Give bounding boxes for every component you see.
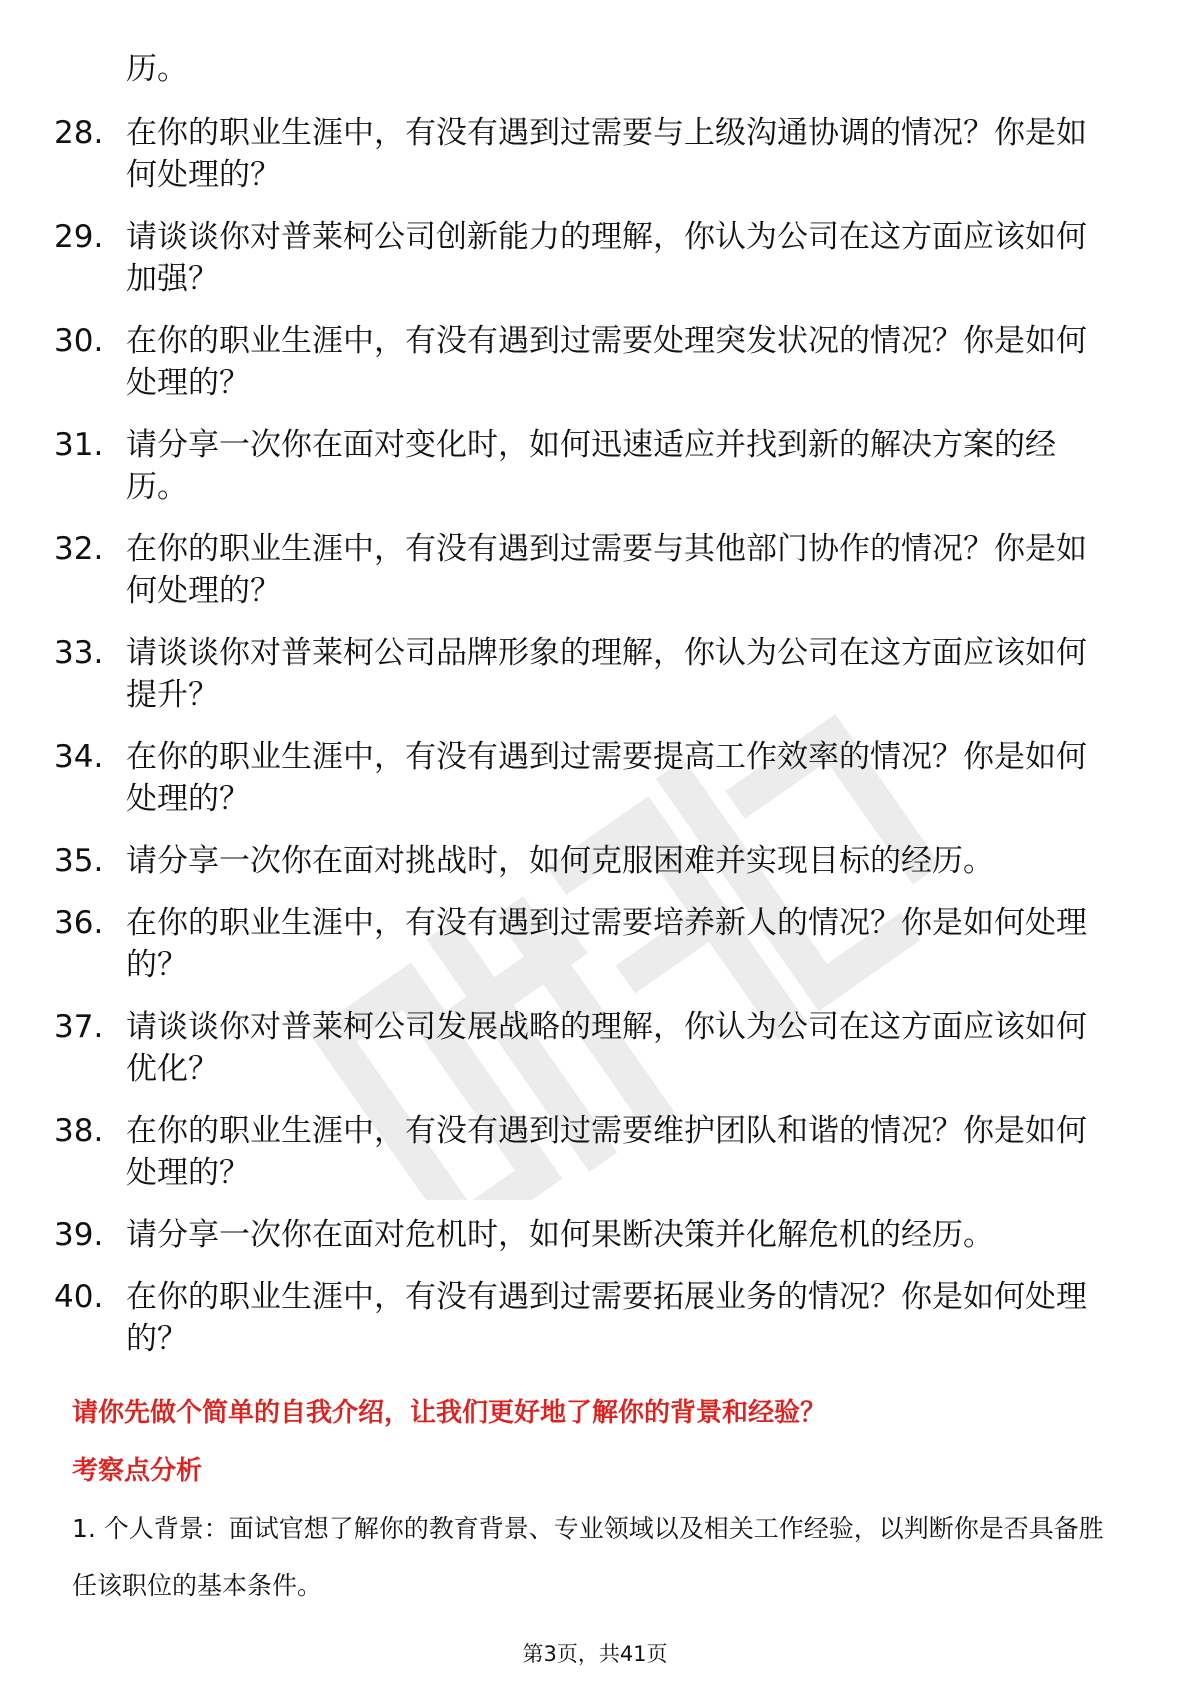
question-item xyxy=(54,840,1134,882)
question-item xyxy=(54,1110,1134,1194)
question-text: 请分享一次你在面对挑战时，如何克服困难并实现目标的经历。 xyxy=(126,843,994,879)
question-text: 请谈谈你对普莱柯公司发展战略的理解，你认为公司在这方面应该如何优化？ xyxy=(126,1009,1087,1087)
question-number: 29. xyxy=(54,219,104,255)
question-text: 请谈谈你对普莱柯公司创新能力的理解，你认为公司在这方面应该如何加强？ xyxy=(126,219,1087,297)
analysis-paragraph: 1. 个人背景：面试官想了解你的教育背景、专业领域以及相关工作经验，以判断你是否具备胜任该职位的基本条件。 xyxy=(72,1514,1104,1600)
continuation-text: 历。 xyxy=(126,51,188,87)
question-number: 31. xyxy=(54,427,104,463)
question-list xyxy=(54,112,1134,1380)
question-number: 40. xyxy=(54,1279,104,1315)
question-text: 请分享一次你在面对变化时，如何迅速适应并找到新的解决方案的经历。 xyxy=(126,427,1056,505)
question-item xyxy=(54,320,1134,404)
question-item xyxy=(54,736,1134,820)
section-heading: 考察点分析 xyxy=(72,1456,203,1486)
question-text: 在你的职业生涯中，有没有遇到过需要拓展业务的情况？你是如何处理的？ xyxy=(126,1279,1087,1357)
question-number: 32. xyxy=(54,531,104,567)
question-text: 在你的职业生涯中，有没有遇到过需要与其他部门协作的情况？你是如何处理的？ xyxy=(126,531,1087,609)
question-text: 在你的职业生涯中，有没有遇到过需要维护团队和谐的情况？你是如何处理的？ xyxy=(126,1113,1087,1191)
question-number: 35. xyxy=(54,843,104,879)
question-text: 在你的职业生涯中，有没有遇到过需要提高工作效率的情况？你是如何处理的？ xyxy=(126,739,1087,817)
question-text: 请谈谈你对普莱柯公司品牌形象的理解，你认为公司在这方面应该如何提升？ xyxy=(126,635,1087,713)
question-item xyxy=(54,1276,1134,1360)
page-footer: 第3页，共41页 xyxy=(522,1642,668,1666)
question-item xyxy=(54,216,1134,300)
question-text: 请分享一次你在面对危机时，如何果断决策并化解危机的经历。 xyxy=(126,1217,994,1253)
question-number: 36. xyxy=(54,905,104,941)
question-item xyxy=(54,1214,1134,1256)
question-number: 28. xyxy=(54,115,104,151)
question-text: 在你的职业生涯中，有没有遇到过需要与上级沟通协调的情况？你是如何处理的？ xyxy=(126,115,1087,193)
featured-question: 请你先做个简单的自我介绍，让我们更好地了解你的背景和经验？ xyxy=(72,1398,827,1428)
question-number: 37. xyxy=(54,1009,104,1045)
question-text: 在你的职业生涯中，有没有遇到过需要处理突发状况的情况？你是如何处理的？ xyxy=(126,323,1087,401)
question-number: 30. xyxy=(54,323,104,359)
question-item xyxy=(54,902,1134,986)
question-number: 38. xyxy=(54,1113,104,1149)
question-number: 39. xyxy=(54,1217,104,1253)
question-item xyxy=(54,528,1134,612)
question-number: 33. xyxy=(54,635,104,671)
question-item xyxy=(54,1006,1134,1090)
question-number: 34. xyxy=(54,739,104,775)
question-item xyxy=(54,632,1134,716)
question-item xyxy=(54,424,1134,508)
question-item xyxy=(54,112,1134,196)
question-text: 在你的职业生涯中，有没有遇到过需要培养新人的情况？你是如何处理的？ xyxy=(126,905,1087,983)
